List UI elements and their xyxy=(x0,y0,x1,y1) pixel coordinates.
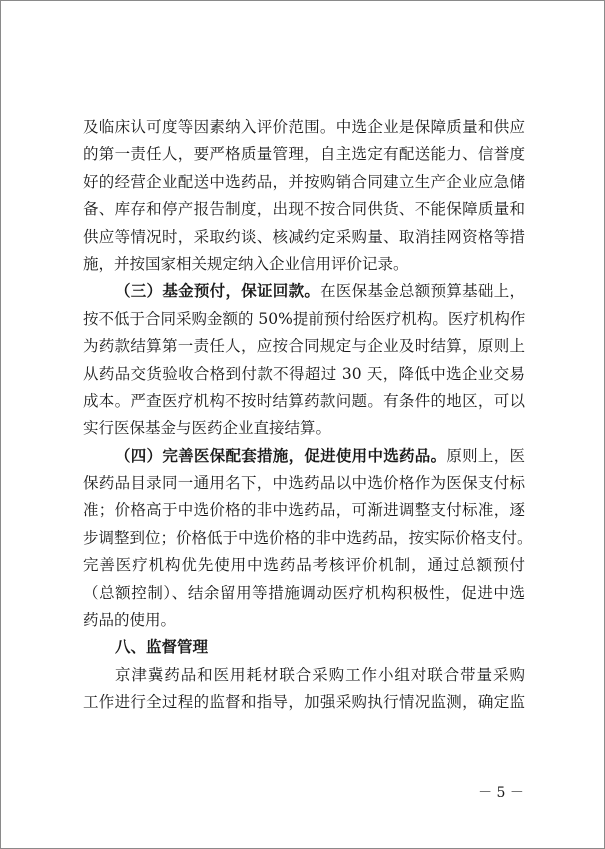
text-line: 京津冀药品和医用耗材联合采购工作小组对联合带量采购 xyxy=(115,665,525,684)
paragraph-medical-insurance-measures xyxy=(83,443,533,635)
text-line xyxy=(83,443,525,470)
text-line: 药品的使用。 xyxy=(83,611,177,630)
text-line: 按不低于合同采购金额的 50%提前预付给医疗机构。医疗机构作 xyxy=(83,309,526,328)
text-line: 施，并按国家相关规定纳入企业信用评价记录。 xyxy=(83,254,409,273)
text-line: （总额控制）、结余留用等措施调动医疗机构积极性，促进中选 xyxy=(83,583,525,602)
paragraph-lead-heading: （四）完善医保配套措施，促进使用中选药品。 xyxy=(115,446,447,465)
page-number: － 5 － xyxy=(478,785,524,801)
text-line: 的第一责任人，要严格质量管理，自主选定有配送能力、信誉度 xyxy=(83,145,525,164)
text-line: 实行医保基金与医药企业直接结算。 xyxy=(83,419,332,438)
text-line: 保药品目录同一通用名下，中选药品以中选价格作为医保支付标 xyxy=(83,474,525,493)
text-line: 从药品交货验收合格到付款不得超过 30 天，降低中选企业交易 xyxy=(83,364,525,383)
text-line: 备、库存和停产报告制度，出现不按合同供货、不能保障质量和 xyxy=(83,200,525,219)
text-line xyxy=(83,278,525,305)
text-line: 工作进行全过程的监督和指导，加强采购执行情况监测，确定监 xyxy=(83,693,525,712)
text-span: 原则上，医 xyxy=(446,446,525,465)
text-line: 供应等情况时，采取约谈、核减约定采购量、取消挂网资格等措 xyxy=(83,227,525,246)
paragraph-supervision xyxy=(83,662,525,717)
text-line: 好的经营企业配送中选药品，并按购销合同建立生产企业应急储 xyxy=(83,172,525,191)
section-heading: 八、监督管理 xyxy=(115,638,209,657)
text-line: 步调整到位；价格低于中选价格的非中选药品，按实际价格支付。 xyxy=(83,528,533,547)
paragraph-fund-prepayment xyxy=(83,278,525,442)
document-body xyxy=(83,114,533,717)
text-line: 为药款结算第一责任人，应按合同规定与企业及时结算，原则上 xyxy=(83,337,525,356)
text-line: 成本。严查医疗机构不按时结算药款问题。有条件的地区，可以 xyxy=(83,391,525,410)
text-line: 完善医疗机构优先使用中选药品考核评价机制，通过总额预付 xyxy=(83,556,525,575)
text-line: 及临床认可度等因素纳入评价范围。中选企业是保障质量和供应 xyxy=(83,118,525,136)
paragraph-quality-responsibility xyxy=(83,114,525,278)
text-line: 准；价格高于中选价格的非中选药品，可渐进调整支付标准，逐 xyxy=(83,501,525,520)
paragraph-lead-heading: （三）基金预付，保证回款。 xyxy=(115,282,321,301)
text-span: 在医保基金总额预算基础上， xyxy=(320,282,525,301)
